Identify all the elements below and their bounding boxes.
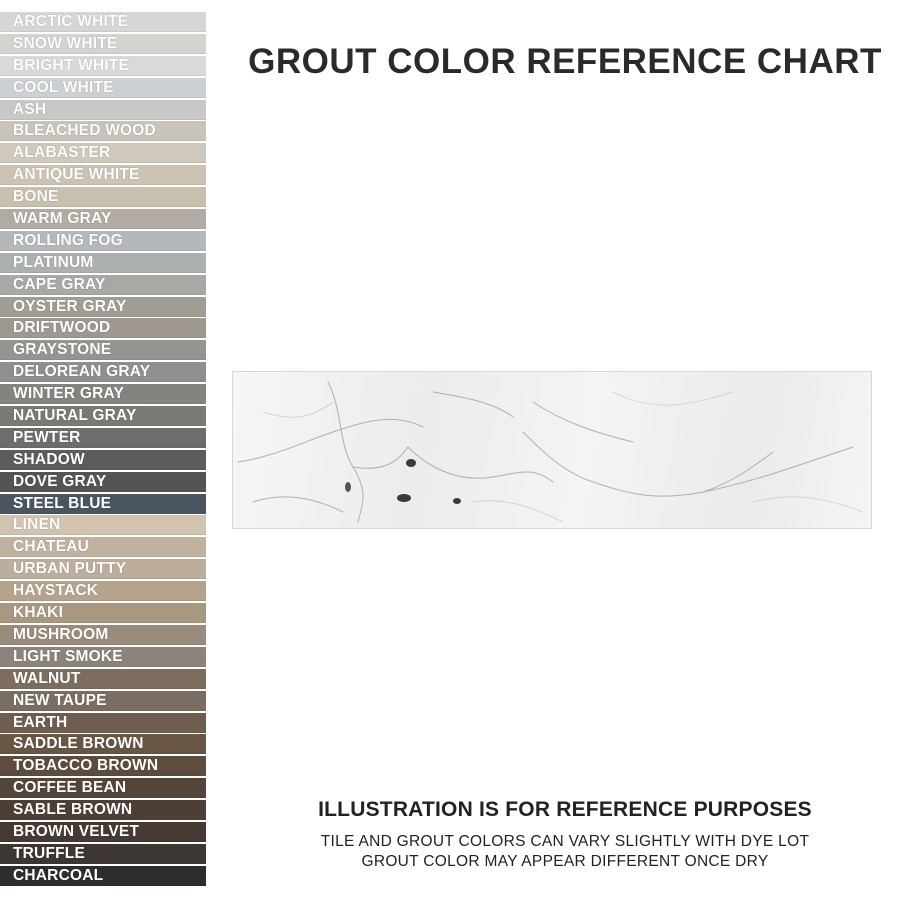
grout-swatch-label: STEEL BLUE xyxy=(13,494,112,512)
grout-swatch xyxy=(0,209,206,229)
grout-swatch xyxy=(0,34,206,54)
grout-swatch xyxy=(0,844,206,864)
grout-swatch xyxy=(0,340,206,360)
grout-swatch-label: NATURAL GRAY xyxy=(13,407,137,425)
grout-swatch xyxy=(0,866,206,886)
grout-swatch xyxy=(0,734,206,754)
grout-swatch xyxy=(0,756,206,776)
grout-swatch-label: WALNUT xyxy=(13,669,81,687)
grout-swatch-label: BRIGHT WHITE xyxy=(13,56,130,74)
grout-swatch xyxy=(0,187,206,207)
grout-swatch xyxy=(0,12,206,32)
grout-swatch-label: MUSHROOM xyxy=(13,625,109,643)
grout-swatch-label: ANTIQUE WHITE xyxy=(13,166,140,184)
grout-swatch xyxy=(0,647,206,667)
grout-swatch-label: OYSTER GRAY xyxy=(13,297,127,315)
grout-swatch xyxy=(0,691,206,711)
grout-swatch xyxy=(0,56,206,76)
grout-swatch xyxy=(0,100,206,120)
grout-swatch xyxy=(0,559,206,579)
grout-swatch xyxy=(0,625,206,645)
grout-swatch xyxy=(0,362,206,382)
grout-swatch-label: ALABASTER xyxy=(13,144,111,162)
grout-swatch xyxy=(0,450,206,470)
grout-swatch-label: PEWTER xyxy=(13,428,81,446)
grout-swatch-label: PLATINUM xyxy=(13,253,94,271)
grout-swatch xyxy=(0,822,206,842)
grout-swatch-label: URBAN PUTTY xyxy=(13,560,127,578)
grout-swatch-label: CHATEAU xyxy=(13,538,90,556)
grout-swatch-label: DELOREAN GRAY xyxy=(13,363,151,381)
grout-swatch-label: LINEN xyxy=(13,516,61,534)
grout-swatch xyxy=(0,231,206,251)
grout-swatch-label: BONE xyxy=(13,188,59,206)
grout-swatch-label: COOL WHITE xyxy=(13,78,114,96)
disclaimer xyxy=(230,798,900,872)
disclaimer-line: TILE AND GROUT COLORS CAN VARY SLIGHTLY WITH DYE LOT xyxy=(320,833,810,850)
grout-swatch xyxy=(0,428,206,448)
grout-swatch-label: SADDLE BROWN xyxy=(13,735,144,753)
disclaimer-line: GROUT COLOR MAY APPEAR DIFFERENT ONCE DRY xyxy=(361,853,769,870)
grout-swatch-label: WINTER GRAY xyxy=(13,385,124,403)
grout-swatch-label: TOBACCO BROWN xyxy=(13,757,159,775)
grout-swatch-label: SABLE BROWN xyxy=(13,801,133,819)
grout-swatch-label: DOVE GRAY xyxy=(13,472,107,490)
grout-swatch xyxy=(0,318,206,338)
grout-swatch-label: CHARCOAL xyxy=(13,866,104,884)
grout-swatch xyxy=(0,713,206,733)
grout-swatch xyxy=(0,778,206,798)
grout-swatch-label: TRUFFLE xyxy=(13,844,85,862)
grout-swatch-label: SHADOW xyxy=(13,450,85,468)
grout-swatch-label: BLEACHED WOOD xyxy=(13,122,156,140)
grout-swatch-label: CAPE GRAY xyxy=(13,275,106,293)
grout-swatch xyxy=(0,515,206,535)
grout-swatch xyxy=(0,165,206,185)
disclaimer-heading: ILLUSTRATION IS FOR REFERENCE PURPOSES xyxy=(318,798,812,821)
page-title: GROUT COLOR REFERENCE CHART xyxy=(248,42,882,81)
marble-tile-preview xyxy=(232,371,872,529)
marble-veining-image xyxy=(233,372,871,528)
grout-swatch xyxy=(0,537,206,557)
grout-swatch xyxy=(0,581,206,601)
grout-swatch-label: NEW TAUPE xyxy=(13,691,107,709)
grout-swatch xyxy=(0,669,206,689)
grout-swatch-label: SNOW WHITE xyxy=(13,34,118,52)
grout-swatch-label: LIGHT SMOKE xyxy=(13,647,123,665)
grout-swatch xyxy=(0,384,206,404)
grout-swatch-list xyxy=(0,12,206,888)
grout-swatch-label: GRAYSTONE xyxy=(13,341,112,359)
grout-swatch xyxy=(0,603,206,623)
grout-swatch-label: COFFEE BEAN xyxy=(13,779,127,797)
grout-swatch xyxy=(0,253,206,273)
grout-swatch xyxy=(0,143,206,163)
grout-swatch-label: BROWN VELVET xyxy=(13,822,140,840)
grout-swatch-label: WARM GRAY xyxy=(13,210,112,228)
grout-swatch xyxy=(0,78,206,98)
grout-swatch-label: DRIFTWOOD xyxy=(13,319,111,337)
grout-swatch xyxy=(0,406,206,426)
grout-swatch xyxy=(0,800,206,820)
grout-swatch xyxy=(0,121,206,141)
grout-swatch xyxy=(0,275,206,295)
grout-swatch-label: ARCTIC WHITE xyxy=(13,13,129,30)
grout-swatch-label: ROLLING FOG xyxy=(13,231,123,249)
grout-swatch xyxy=(0,472,206,492)
grout-swatch xyxy=(0,297,206,317)
grout-swatch-label: KHAKI xyxy=(13,604,64,622)
grout-swatch-label: ASH xyxy=(13,100,47,118)
grout-swatch-label: HAYSTACK xyxy=(13,582,99,600)
grout-swatch-label: EARTH xyxy=(13,713,68,731)
grout-swatch xyxy=(0,494,206,514)
